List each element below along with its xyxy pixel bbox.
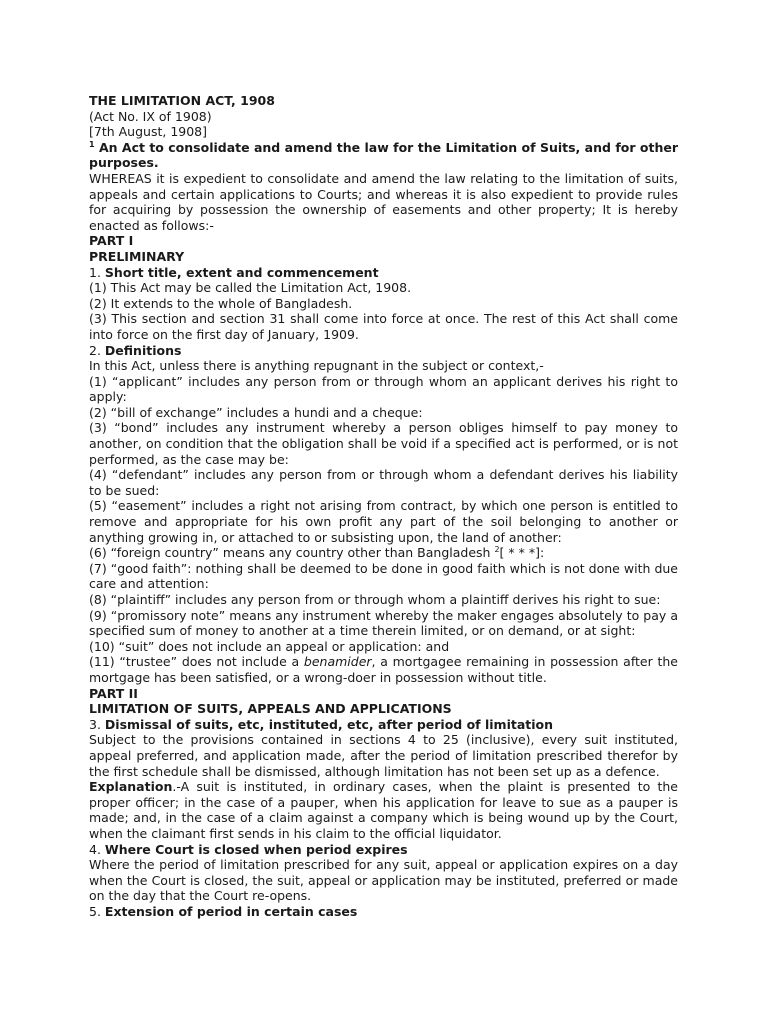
- part-1-heading: PRELIMINARY: [89, 248, 185, 264]
- long-title: [89, 140, 678, 171]
- section-3-number: 3.: [89, 716, 101, 732]
- section-3-explanation: [89, 779, 678, 841]
- footnote-marker: 1: [89, 139, 95, 149]
- definition-trustee-term: benamider: [303, 654, 372, 670]
- definition-defendant: (4) “defendant” includes any person from or through whom a defendant derives his liability to be sued:: [89, 467, 678, 498]
- section-2-intro: In this Act, unless there is anything repugnant in the subject or context,-: [89, 358, 544, 374]
- section-2-title: Definitions: [104, 342, 182, 358]
- section-5-title: Extension of period in certain cases: [104, 903, 358, 919]
- section-4-number: 4.: [89, 841, 101, 857]
- long-title-text: An Act to consolidate and amend the law for the Limitation of Suits, and for other purposes.: [89, 139, 678, 171]
- omission-marker: [ * * *]:: [499, 545, 545, 561]
- definition-bill-of-exchange: (2) “bill of exchange” includes a hundi and a cheque:: [89, 404, 423, 420]
- section-5-heading: [89, 904, 678, 920]
- definition-promissory-note: (9) “promissory note” means any instrument whereby the maker engages absolutely to pay a specified sum of money to another at a time therein limited, or on demand, or at sight:: [89, 607, 678, 639]
- section-3-heading: [89, 717, 678, 733]
- preamble: WHEREAS it is expedient to consolidate and amend the law relating to the limitation of suits, appeals and certain applications to Courts; and whereas it is also expedient to provide rules for acquiring by possession the ownership of easements and other property; It is hereby enacted as follows:-: [89, 170, 678, 233]
- footnote-marker-2: 2: [494, 545, 500, 555]
- definition-suit: (10) “suit” does not include an appeal or application: and: [89, 638, 450, 654]
- section-1-title: Short title, extent and commencement: [104, 264, 379, 280]
- explanation-text: .-A suit is instituted, in ordinary cases, when the plaint is presented to the proper officer; in the case of a pauper, when his application for leave to sue as a pauper is made; and, in the case of a claim against a company which is being wound up by the Court, when the claimant first sends in his claim to the official liquidator.: [89, 779, 678, 841]
- part-2-label: PART II: [89, 685, 138, 701]
- section-4-title: Where Court is closed when period expires: [104, 841, 408, 857]
- section-2-number: 2.: [89, 342, 101, 358]
- section-1-item-3: (3) This section and section 31 shall come into force at once. The rest of this Act shall come into force on the first day of January, 1909.: [89, 311, 678, 342]
- section-1-item-1: (1) This Act may be called the Limitation Act, 1908.: [89, 280, 412, 296]
- section-1-number: 1.: [89, 264, 101, 280]
- definition-trustee: [89, 654, 678, 685]
- definition-bond: (3) “bond” includes any instrument whereby a person obliges himself to pay money to another, on condition that the obligation shall be void if a specified act is performed, or is not performed, as the case may be:: [89, 420, 678, 467]
- part-2-heading: LIMITATION OF SUITS, APPEALS AND APPLICATIONS: [89, 701, 452, 717]
- section-3-body: Subject to the provisions contained in sections 4 to 25 (inclusive), every suit instituted, appeal preferred, and application made, after the period of limitation prescribed therefor by the first schedule shall be dismissed, although limitation has not been set up as a defence.: [89, 732, 678, 779]
- definition-foreign-country-text: (6) “foreign country” means any country other than Bangladesh: [89, 545, 495, 561]
- explanation-label: Explanation: [89, 779, 173, 795]
- definition-applicant: (1) “applicant” includes any person from or through whom an applicant derives his right to apply:: [89, 373, 678, 405]
- section-2-heading: [89, 343, 678, 359]
- definition-good-faith: (7) “good faith”: nothing shall be deemed to be done in good faith which is not done with due care and attention:: [89, 560, 678, 592]
- act-title: THE LIMITATION ACT, 1908: [89, 93, 275, 108]
- section-5-number: 5.: [89, 903, 101, 919]
- section-4-body: Where the period of limitation prescribed for any suit, appeal or application expires on a day when the Court is closed, the suit, appeal or application may be instituted, preferred or made on the day that the Court re-opens.: [89, 857, 678, 904]
- section-1-item-2: (2) It extends to the whole of Bangladesh.: [89, 295, 353, 311]
- section-3-title: Dismissal of suits, etc, instituted, etc, after period of limitation: [104, 716, 554, 732]
- section-4-heading: [89, 842, 678, 858]
- definition-easement: (5) “easement” includes a right not arising from contract, by which one person is entitled to remove and appropriate for his own profit any part of the soil belonging to another or anything growing in, or attached to or subsisting upon, the land of another:: [89, 498, 678, 545]
- definition-plaintiff: (8) “plaintiff” includes any person from or through whom a plaintiff derives his right to sue:: [89, 592, 661, 607]
- definition-foreign-country: [89, 545, 678, 561]
- definition-trustee-post: , a mortgagee remaining in possession after the mortgage has been satisfied, or a wrong-doer in possession without title.: [89, 654, 678, 685]
- part-1-label: PART I: [89, 233, 134, 249]
- act-number: (Act No. IX of 1908): [89, 108, 212, 124]
- act-date: [7th August, 1908]: [89, 124, 208, 140]
- document-page: [89, 93, 678, 919]
- definition-trustee-pre: (11) “trustee” does not include a: [89, 654, 304, 670]
- section-1-heading: [89, 265, 678, 281]
